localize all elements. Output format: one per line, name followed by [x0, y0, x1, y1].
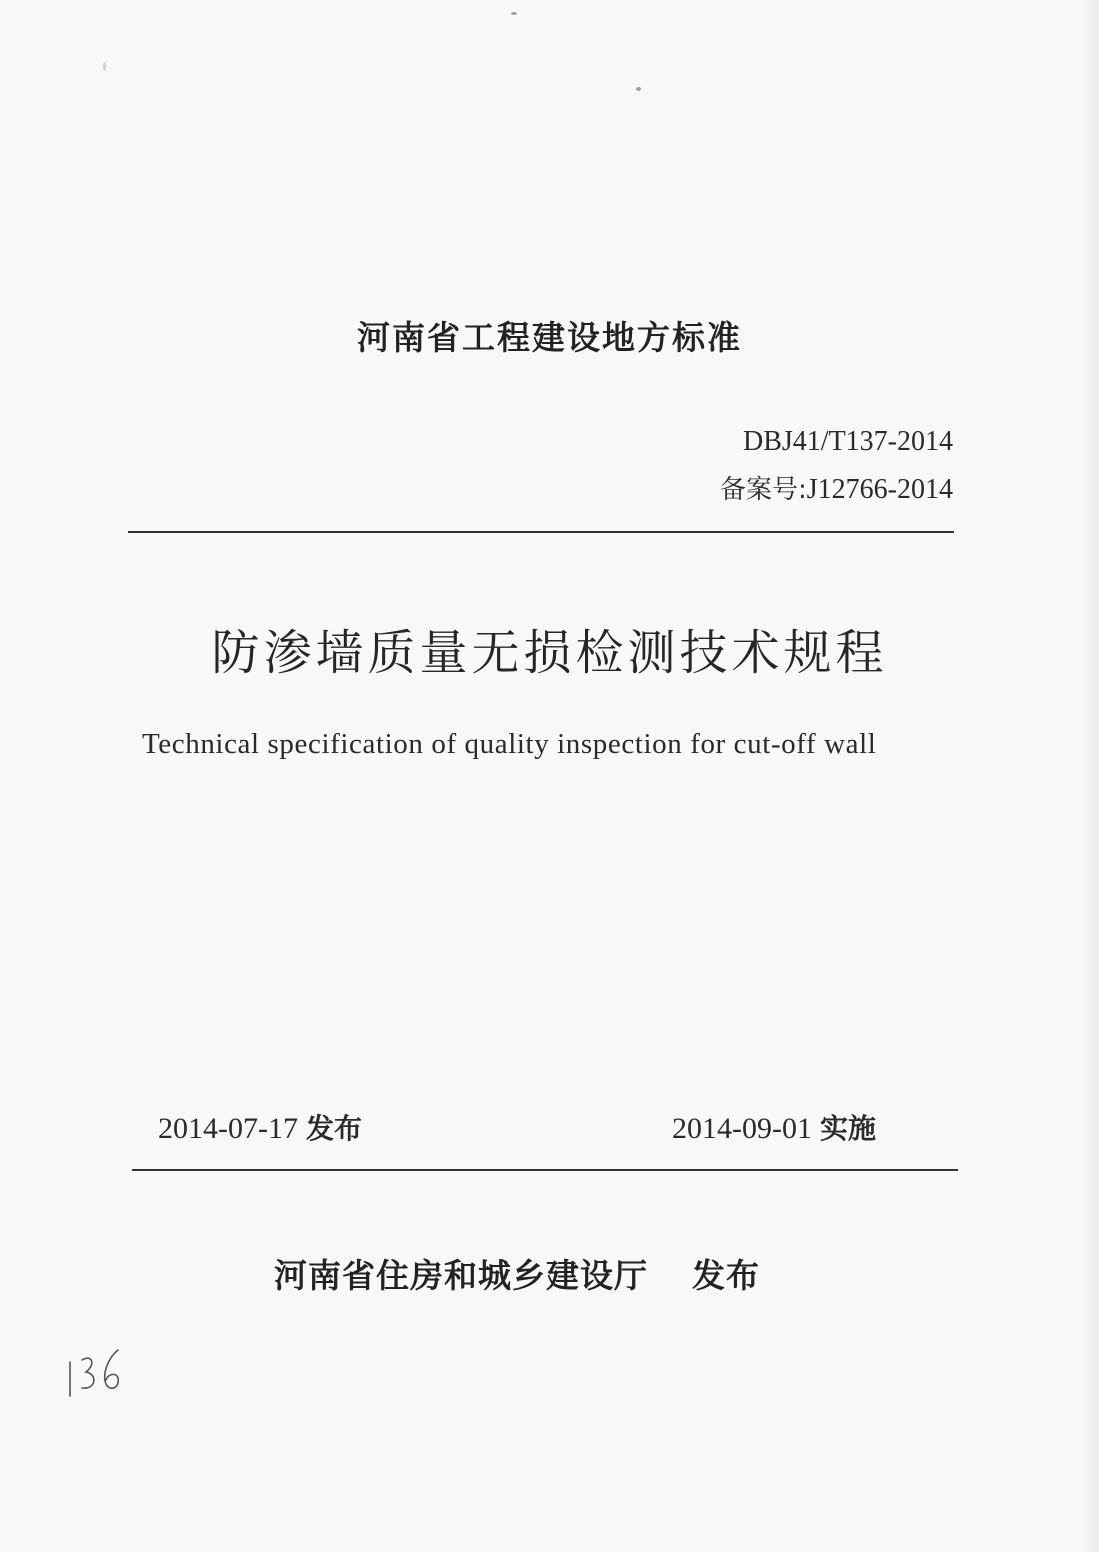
publisher-name: 河南省住房和城乡建设厅: [274, 1256, 648, 1295]
record-number-line: [720, 466, 953, 514]
paper-speck: [636, 87, 641, 91]
publisher-action: 发布: [692, 1256, 760, 1295]
top-divider: [128, 531, 954, 533]
publisher-line: [274, 1250, 760, 1297]
bottom-divider: [132, 1169, 958, 1171]
document-title-english: Technical specification of quality inspection for cut-off wall: [142, 728, 877, 760]
paper-speck: [511, 12, 517, 15]
effective-date: 2014-09-01: [672, 1112, 812, 1145]
standard-series-title: 河南省工程建设地方标准: [357, 318, 742, 357]
record-number: J12766-2014: [806, 474, 953, 505]
record-number-label: 备案号:: [720, 475, 807, 505]
issue-label: 发布: [305, 1112, 362, 1145]
issue-date-line: [158, 1107, 362, 1147]
issue-date: 2014-07-17: [158, 1112, 298, 1145]
paper-speck: [103, 62, 106, 71]
effective-label: 实施: [819, 1112, 876, 1145]
standard-code: DBJ41/T137-2014: [743, 426, 953, 457]
effective-date-line: [672, 1107, 876, 1147]
handwritten-page-note: [62, 1344, 132, 1404]
document-title-chinese: 防渗墙质量无损检测技术规程: [211, 625, 888, 681]
standard-code-block: [720, 418, 953, 514]
page-edge-shadow: [1081, 0, 1099, 1552]
